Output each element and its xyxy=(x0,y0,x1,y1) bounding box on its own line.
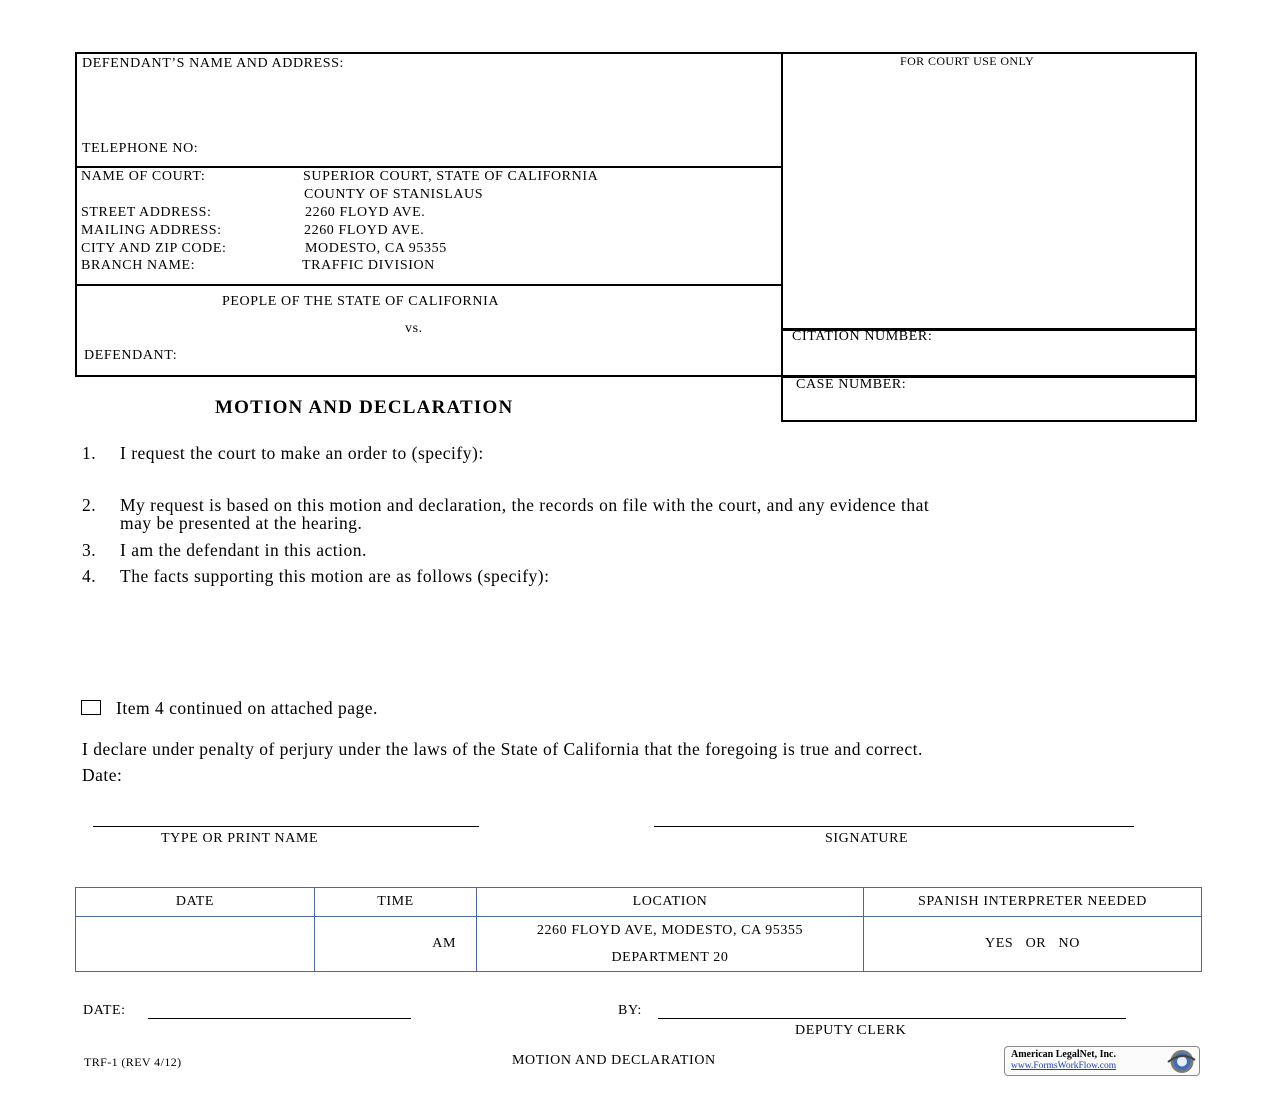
time-am: AM xyxy=(432,936,456,951)
print-name-line[interactable] xyxy=(93,826,479,827)
street-address-value: 2260 FLOYD AVE. xyxy=(305,205,426,220)
location-department: DEPARTMENT 20 xyxy=(611,950,729,965)
location-cell xyxy=(477,917,864,972)
clerk-date-label: DATE: xyxy=(83,1003,126,1018)
item-number: 4. xyxy=(82,566,97,586)
street-address-label: STREET ADDRESS: xyxy=(81,205,212,220)
city-zip-value: MODESTO, CA 95355 xyxy=(305,241,447,256)
column-header-location: LOCATION xyxy=(477,888,864,917)
hearing-schedule-table xyxy=(75,887,1202,972)
globe-icon xyxy=(1165,1048,1197,1075)
print-name-label: TYPE OR PRINT NAME xyxy=(161,831,319,846)
table-row xyxy=(76,917,1202,972)
item-text-continued: may be presented at the hearing. xyxy=(120,513,363,533)
item-4-continued-checkbox[interactable] xyxy=(81,700,101,715)
people-label: PEOPLE OF THE STATE OF CALIFORNIA xyxy=(222,294,500,309)
item-text: I request the court to make an order to (specify): xyxy=(120,443,484,463)
footer-title: MOTION AND DECLARATION xyxy=(512,1053,716,1068)
court-name-value: SUPERIOR COURT, STATE OF CALIFORNIA xyxy=(303,169,599,184)
court-use-label: FOR COURT USE ONLY xyxy=(900,54,1035,68)
item-text: My request is based on this motion and declaration, the records on file with the court, and any evidence that xyxy=(120,495,930,515)
defendant-name-address-label: DEFENDANT’S NAME AND ADDRESS: xyxy=(82,56,345,71)
mailing-address-value: 2260 FLOYD AVE. xyxy=(304,223,425,238)
logo-url[interactable]: www.FormsWorkFlow.com xyxy=(1011,1061,1117,1071)
clerk-date-line[interactable] xyxy=(148,1018,411,1019)
item-text: I am the defendant in this action. xyxy=(120,540,367,560)
perjury-declaration: I declare under penalty of perjury under the laws of the State of California that the foregoing is true and correct. xyxy=(82,739,923,759)
american-legalnet-logo xyxy=(1004,1046,1200,1076)
column-header-date: DATE xyxy=(76,888,315,917)
logo-company-name: American LegalNet, Inc. xyxy=(1011,1049,1116,1060)
item-number: 2. xyxy=(82,495,97,515)
defendant-label: DEFENDANT: xyxy=(84,348,178,363)
court-county-value: COUNTY OF STANISLAUS xyxy=(304,187,484,202)
time-cell[interactable] xyxy=(315,917,477,972)
form-id: TRF-1 (REV 4/12) xyxy=(84,1055,182,1069)
mailing-address-label: MAILING ADDRESS: xyxy=(81,223,222,238)
case-number-label: CASE NUMBER: xyxy=(796,377,907,392)
court-name-label: NAME OF COURT: xyxy=(81,169,206,184)
clerk-by-line[interactable] xyxy=(658,1018,1126,1019)
signature-line[interactable] xyxy=(654,826,1134,827)
item-text: The facts supporting this motion are as follows (specify): xyxy=(120,566,550,586)
column-header-interpreter: SPANISH INTERPRETER NEEDED xyxy=(864,888,1202,917)
date-cell[interactable] xyxy=(76,917,315,972)
branch-name-label: BRANCH NAME: xyxy=(81,258,196,273)
clerk-by-label: BY: xyxy=(618,1003,642,1018)
court-use-box xyxy=(781,52,1197,331)
declaration-date-label: Date: xyxy=(82,765,123,785)
interpreter-cell xyxy=(864,917,1202,972)
item-number: 1. xyxy=(82,443,97,463)
item-4-continued-label: Item 4 continued on attached page. xyxy=(116,698,378,718)
interpreter-yes[interactable]: YES xyxy=(985,936,1014,951)
location-address: 2260 FLOYD AVE, MODESTO, CA 95355 xyxy=(536,923,804,938)
branch-name-value: TRAFFIC DIVISION xyxy=(302,258,435,273)
deputy-clerk-label: DEPUTY CLERK xyxy=(795,1023,907,1038)
vs-label: vs. xyxy=(405,321,423,336)
column-header-time: TIME xyxy=(315,888,477,917)
form-title: MOTION AND DECLARATION xyxy=(215,397,514,418)
interpreter-no[interactable]: NO xyxy=(1058,936,1080,951)
city-zip-label: CITY AND ZIP CODE: xyxy=(81,241,227,256)
item-number: 3. xyxy=(82,540,97,560)
table-header-row xyxy=(76,888,1202,917)
telephone-label: TELEPHONE NO: xyxy=(82,141,199,156)
signature-label: SIGNATURE xyxy=(825,831,909,846)
interpreter-or: OR xyxy=(1025,936,1047,951)
citation-number-label: CITATION NUMBER: xyxy=(792,329,933,344)
